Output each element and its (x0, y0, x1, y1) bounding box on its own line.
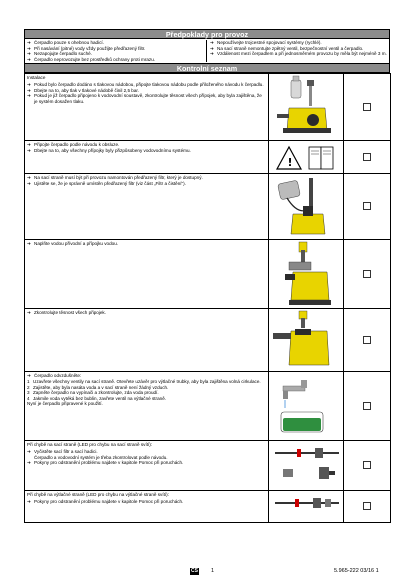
checklist-step: 3 Zapněte čerpadlo na vypínači a zkontrolujte, zda voda proudí. (27, 390, 159, 396)
step-number: 1 (27, 378, 30, 384)
step-number: 3 (27, 390, 30, 396)
checklist-item: Čerpadlo a vodovodní systém je třeba zkontrolovat podle návodu. (34, 454, 168, 460)
prerequisite-item: ➔ Čerpadlo pouze s ohebnou hadicí. (27, 40, 104, 45)
row-text (25, 240, 269, 309)
row-checkbox-cell (344, 491, 391, 523)
arrow-icon: ➔ (210, 40, 214, 45)
checklist-item: ➔ Naplňte vodou přívodní a přípojku vodou. (27, 241, 119, 247)
arrow-icon: ➔ (27, 180, 31, 186)
checkbox[interactable] (363, 103, 371, 111)
hose-connectors-image (269, 441, 344, 491)
checklist-row (25, 74, 391, 141)
pump-with-filter-image (269, 174, 344, 240)
checklist-item: ➔ Zkontrolujte těsnost všech připojek. (27, 310, 107, 316)
prerequisite-item: ➔ Na sací straně nemontujte zpětný ventil, bezpečnostní ventil a čerpadlo. (210, 45, 364, 51)
checkbox[interactable] (363, 402, 371, 410)
checklist-step: 1 Uzavřete všechny ventily na sací straně. Otevřete uzávěr pro výtlačné trubky, aby byla zajištěna volná cirkulace. (27, 378, 261, 384)
row-heading: Při chybě na výtlačné straně (LED pro chybu na výtlačné straně svítí): (27, 492, 169, 498)
checklist-item: ➔ Připojte čerpadlo podle návodu k obsluze. (27, 142, 120, 148)
checklist-table (24, 73, 391, 523)
checklist-page (24, 29, 390, 523)
checklist-item: ➔ Čerpadlo odvzdušněte: (27, 373, 82, 379)
ready-note: Nyní je čerpadlo připravené k použití. (27, 401, 103, 407)
arrow-icon: ➔ (27, 56, 31, 62)
tap-and-container-image (269, 372, 344, 441)
row-text (25, 74, 269, 141)
row-checkbox-cell (344, 174, 391, 240)
arrow-icon: ➔ (27, 175, 31, 181)
checkbox[interactable] (363, 502, 371, 510)
prerequisites-section (24, 39, 390, 63)
row-checkbox-cell (344, 441, 391, 491)
prerequisites-right-column (207, 40, 387, 62)
hose-connector-pair-image (269, 491, 344, 523)
checklist-row (25, 309, 391, 372)
checklist-item: ➔ Dbejte na to, aby tlak v tlakové nádobě činil 2,5 bar. (27, 87, 139, 93)
row-checkbox-cell (344, 141, 391, 174)
prerequisite-item: ➔ Při nasávání (pitné) vody vždy použijte předřazený filtr. (27, 45, 146, 51)
row-text (25, 372, 269, 441)
language-tag: CS (191, 568, 198, 574)
arrow-icon: ➔ (27, 147, 31, 153)
arrow-icon: ➔ (210, 51, 214, 57)
row-heading: Instalace (27, 75, 46, 81)
checklist-step: 4 Jakmile voda vytéká bez bublin, zavřete ventil na výtlačné straně. (27, 395, 167, 401)
checklist-item: ➔ Pokud je již čerpadlo připojeno k vodovodní soustavě, zkontrolujte těsnost všech přípojek, aby byla zajištěna, že je systém dosažen tlaku. (27, 93, 262, 104)
prerequisite-item: ➔ Vzdálenost mezi čerpadlem a při jednosměrném provozu by měla být nejméně 3 m. (210, 51, 387, 57)
row-heading: Při chybě na sací straně (LED pro chybu na sací straně svítí): (27, 442, 153, 448)
arrow-icon: ➔ (27, 448, 31, 454)
row-text (25, 491, 269, 523)
prerequisite-item: ➔ Čerpadlo neprovozujte bez prostředků ochrany proti mrazu. (27, 56, 156, 62)
step-number: 4 (27, 395, 30, 401)
arrow-icon: ➔ (27, 40, 31, 45)
warning-instructions-icon (269, 141, 344, 174)
arrow-icon: ➔ (27, 460, 31, 466)
row-text (25, 174, 269, 240)
pump-fill-water-image (269, 240, 344, 309)
checklist-title: Kontrolní seznam (24, 63, 390, 73)
checklist-row (25, 491, 391, 523)
arrow-icon: ➔ (210, 45, 214, 51)
checkbox[interactable] (363, 461, 371, 469)
row-text (25, 141, 269, 174)
page-footer (0, 568, 413, 578)
arrow-icon: ➔ (27, 241, 31, 247)
checklist-row (25, 372, 391, 441)
page-number: 1 (211, 568, 215, 574)
svg-text:!: ! (287, 156, 293, 170)
checkbox[interactable] (363, 270, 371, 278)
checkbox[interactable] (363, 202, 371, 210)
arrow-icon: ➔ (27, 81, 31, 87)
arrow-icon: ➔ (27, 310, 31, 316)
pump-with-pressure-tank-image (269, 74, 344, 141)
arrow-icon: ➔ (27, 373, 31, 379)
checklist-item: ➔ Pokyny pro odstranění problému najdete v kapitole Pomoc při poruchách. (27, 498, 184, 504)
step-number: 2 (27, 384, 30, 390)
arrow-icon: ➔ (27, 45, 31, 51)
checklist-item: ➔ Vyčistěte sací filtr a sací hadici. (27, 448, 98, 454)
pump-connections-image (269, 309, 344, 372)
checklist-row (25, 441, 391, 491)
checklist-item: ➔ Dbejte na to, aby všechny přípojky byly přizpůsobeny vodovodnímu systému. (27, 147, 191, 153)
prerequisite-item: ➔ Nepoužívejte trojcestné spojovací systémy (rychlé). (210, 40, 322, 45)
row-checkbox-cell (344, 309, 391, 372)
arrow-icon: ➔ (27, 87, 31, 93)
checklist-row (25, 240, 391, 309)
checklist-item: ➔ Pokud bylo čerpadlo dodáno s tlakovou nádobou, připojte tlakovou nádobu podle přiloženého návodu k čerpadlu. (27, 81, 264, 87)
prerequisites-left-column (27, 40, 207, 62)
checkbox[interactable] (363, 336, 371, 344)
checklist-item: ➔ Pokyny pro odstranění problému najdete v kapitole Pomoc při poruchách. (27, 460, 184, 466)
checkbox[interactable] (363, 153, 371, 161)
checklist-item: ➔ Ujistěte se, že je správně umístěn předřazený filtr (viz část „Filtr a čistění“). (27, 180, 186, 186)
checklist-row (25, 174, 391, 240)
arrow-icon: ➔ (27, 498, 31, 504)
row-checkbox-cell (344, 74, 391, 141)
row-checkbox-cell (344, 372, 391, 441)
document-code: 5.965-222 03/16 1 (334, 568, 379, 574)
prerequisites-title: Předpoklady pro provoz (24, 29, 390, 39)
row-text (25, 309, 269, 372)
arrow-icon: ➔ (27, 51, 31, 57)
prerequisite-item: ➔ Nezapojujte čerpadlo suché. (27, 51, 92, 57)
checklist-item: ➔ Na sací straně musí být při provozu namontován předřazený filtr, který je dostupný. (27, 175, 203, 181)
arrow-icon: ➔ (27, 93, 31, 99)
checklist-step: 2 Zajistěte, aby byla nasáta voda a v sací straně není žádný vzduch. (27, 384, 169, 390)
checklist-row (25, 141, 391, 174)
row-checkbox-cell (344, 240, 391, 309)
arrow-icon: ➔ (27, 142, 31, 148)
row-text (25, 441, 269, 491)
